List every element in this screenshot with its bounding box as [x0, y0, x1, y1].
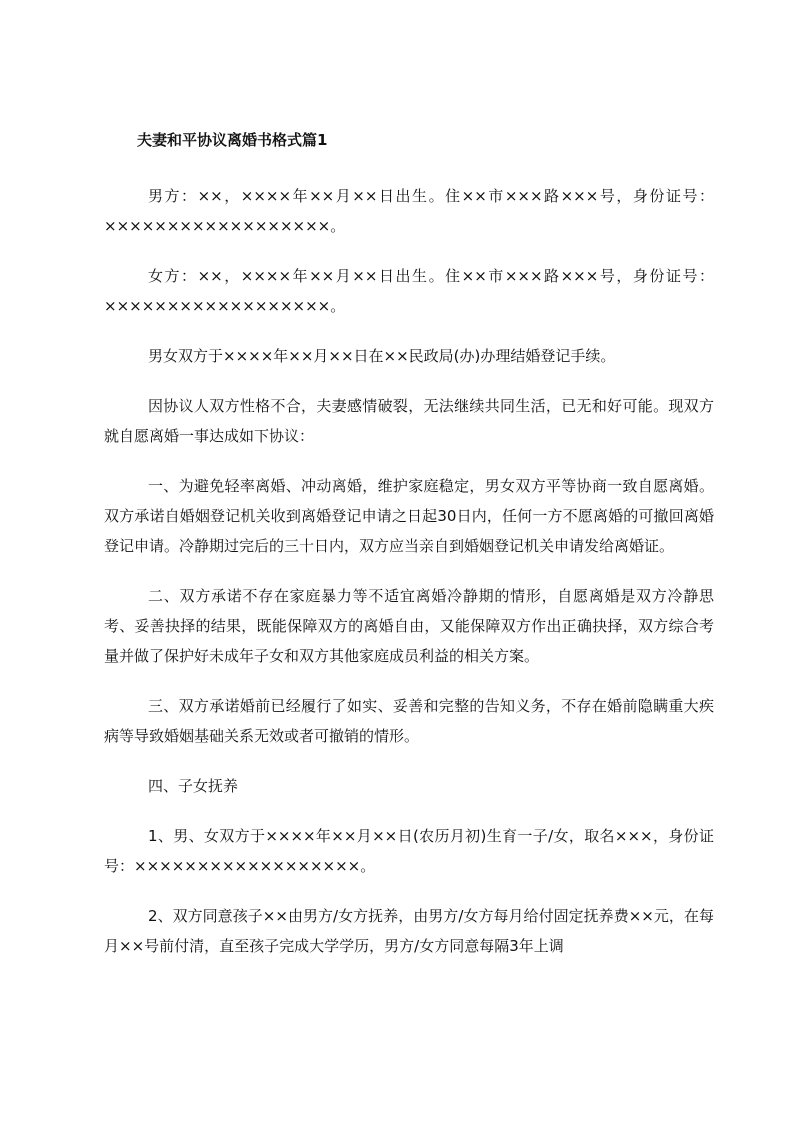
child-item-two: 2、双方同意孩子××由男方/女方抚养，由男方/女方每月给付固定抚养费××元，在每月××号前付清，直至孩子完成大学学历，男方/女方同意每隔3年上调 [104, 907, 714, 955]
spacer [104, 801, 714, 821]
clause-two: 二、双方承诺不存在家庭暴力等不适宜离婚冷静期的情形，自愿离婚是双方冷静思考、妥善抉择的结果，既能保障双方的离婚自由，又能保障双方作出正确抉择，双方综合考量并做了保护好未成年子女和双方其他家庭成员利益的相关方案。 [104, 587, 714, 665]
spacer [104, 321, 714, 341]
paragraph-female-party: 女方：××，××××年××月××日出生。住××市×××路×××号，身份证号：××××××××××××××××××。 [104, 267, 714, 315]
paragraph-male-party: 男方：××，××××年××月××日出生。住××市×××路×××号，身份证号：××××××××××××××××××。 [104, 187, 714, 235]
clause-one: 一、为避免轻率离婚、冲动离婚，维护家庭稳定，男女双方平等协商一致自愿离婚。双方承诺自婚姻登记机关收到离婚登记申请之日起30日内，任何一方不愿离婚的可撤回离婚登记申请。冷静期过完后的三十日内，双方应当亲自到婚姻登记机关申请发给离婚证。 [104, 477, 714, 555]
spacer [104, 241, 714, 261]
spacer [104, 152, 714, 181]
paragraph-marriage-registration: 男女双方于××××年××月××日在××民政局(办)办理结婚登记手续。 [148, 347, 616, 365]
spacer [104, 371, 714, 391]
spacer [104, 751, 714, 771]
document-title: 夫妻和平协议离婚书格式篇1 [137, 131, 328, 149]
child-item-one: 1、男、女双方于××××年××月××日(农历月初)生育一子/女，取名×××，身份证号：××××××××××××××××××。 [104, 827, 714, 875]
spacer [104, 451, 714, 471]
section-heading-child-custody: 四、子女抚养 [148, 777, 239, 795]
spacer [104, 671, 714, 691]
clause-three: 三、双方承诺婚前已经履行了如实、妥善和完整的告知义务，不存在婚前隐瞒重大疾病等导致婚姻基础关系无效或者可撤销的情形。 [104, 697, 714, 745]
spacer [104, 881, 714, 901]
paragraph-divorce-reason: 因协议人双方性格不合，夫妻感情破裂，无法继续共同生活，已无和好可能。现双方就自愿离婚一事达成如下协议： [104, 397, 714, 445]
spacer [104, 561, 714, 581]
document-body [104, 128, 714, 961]
